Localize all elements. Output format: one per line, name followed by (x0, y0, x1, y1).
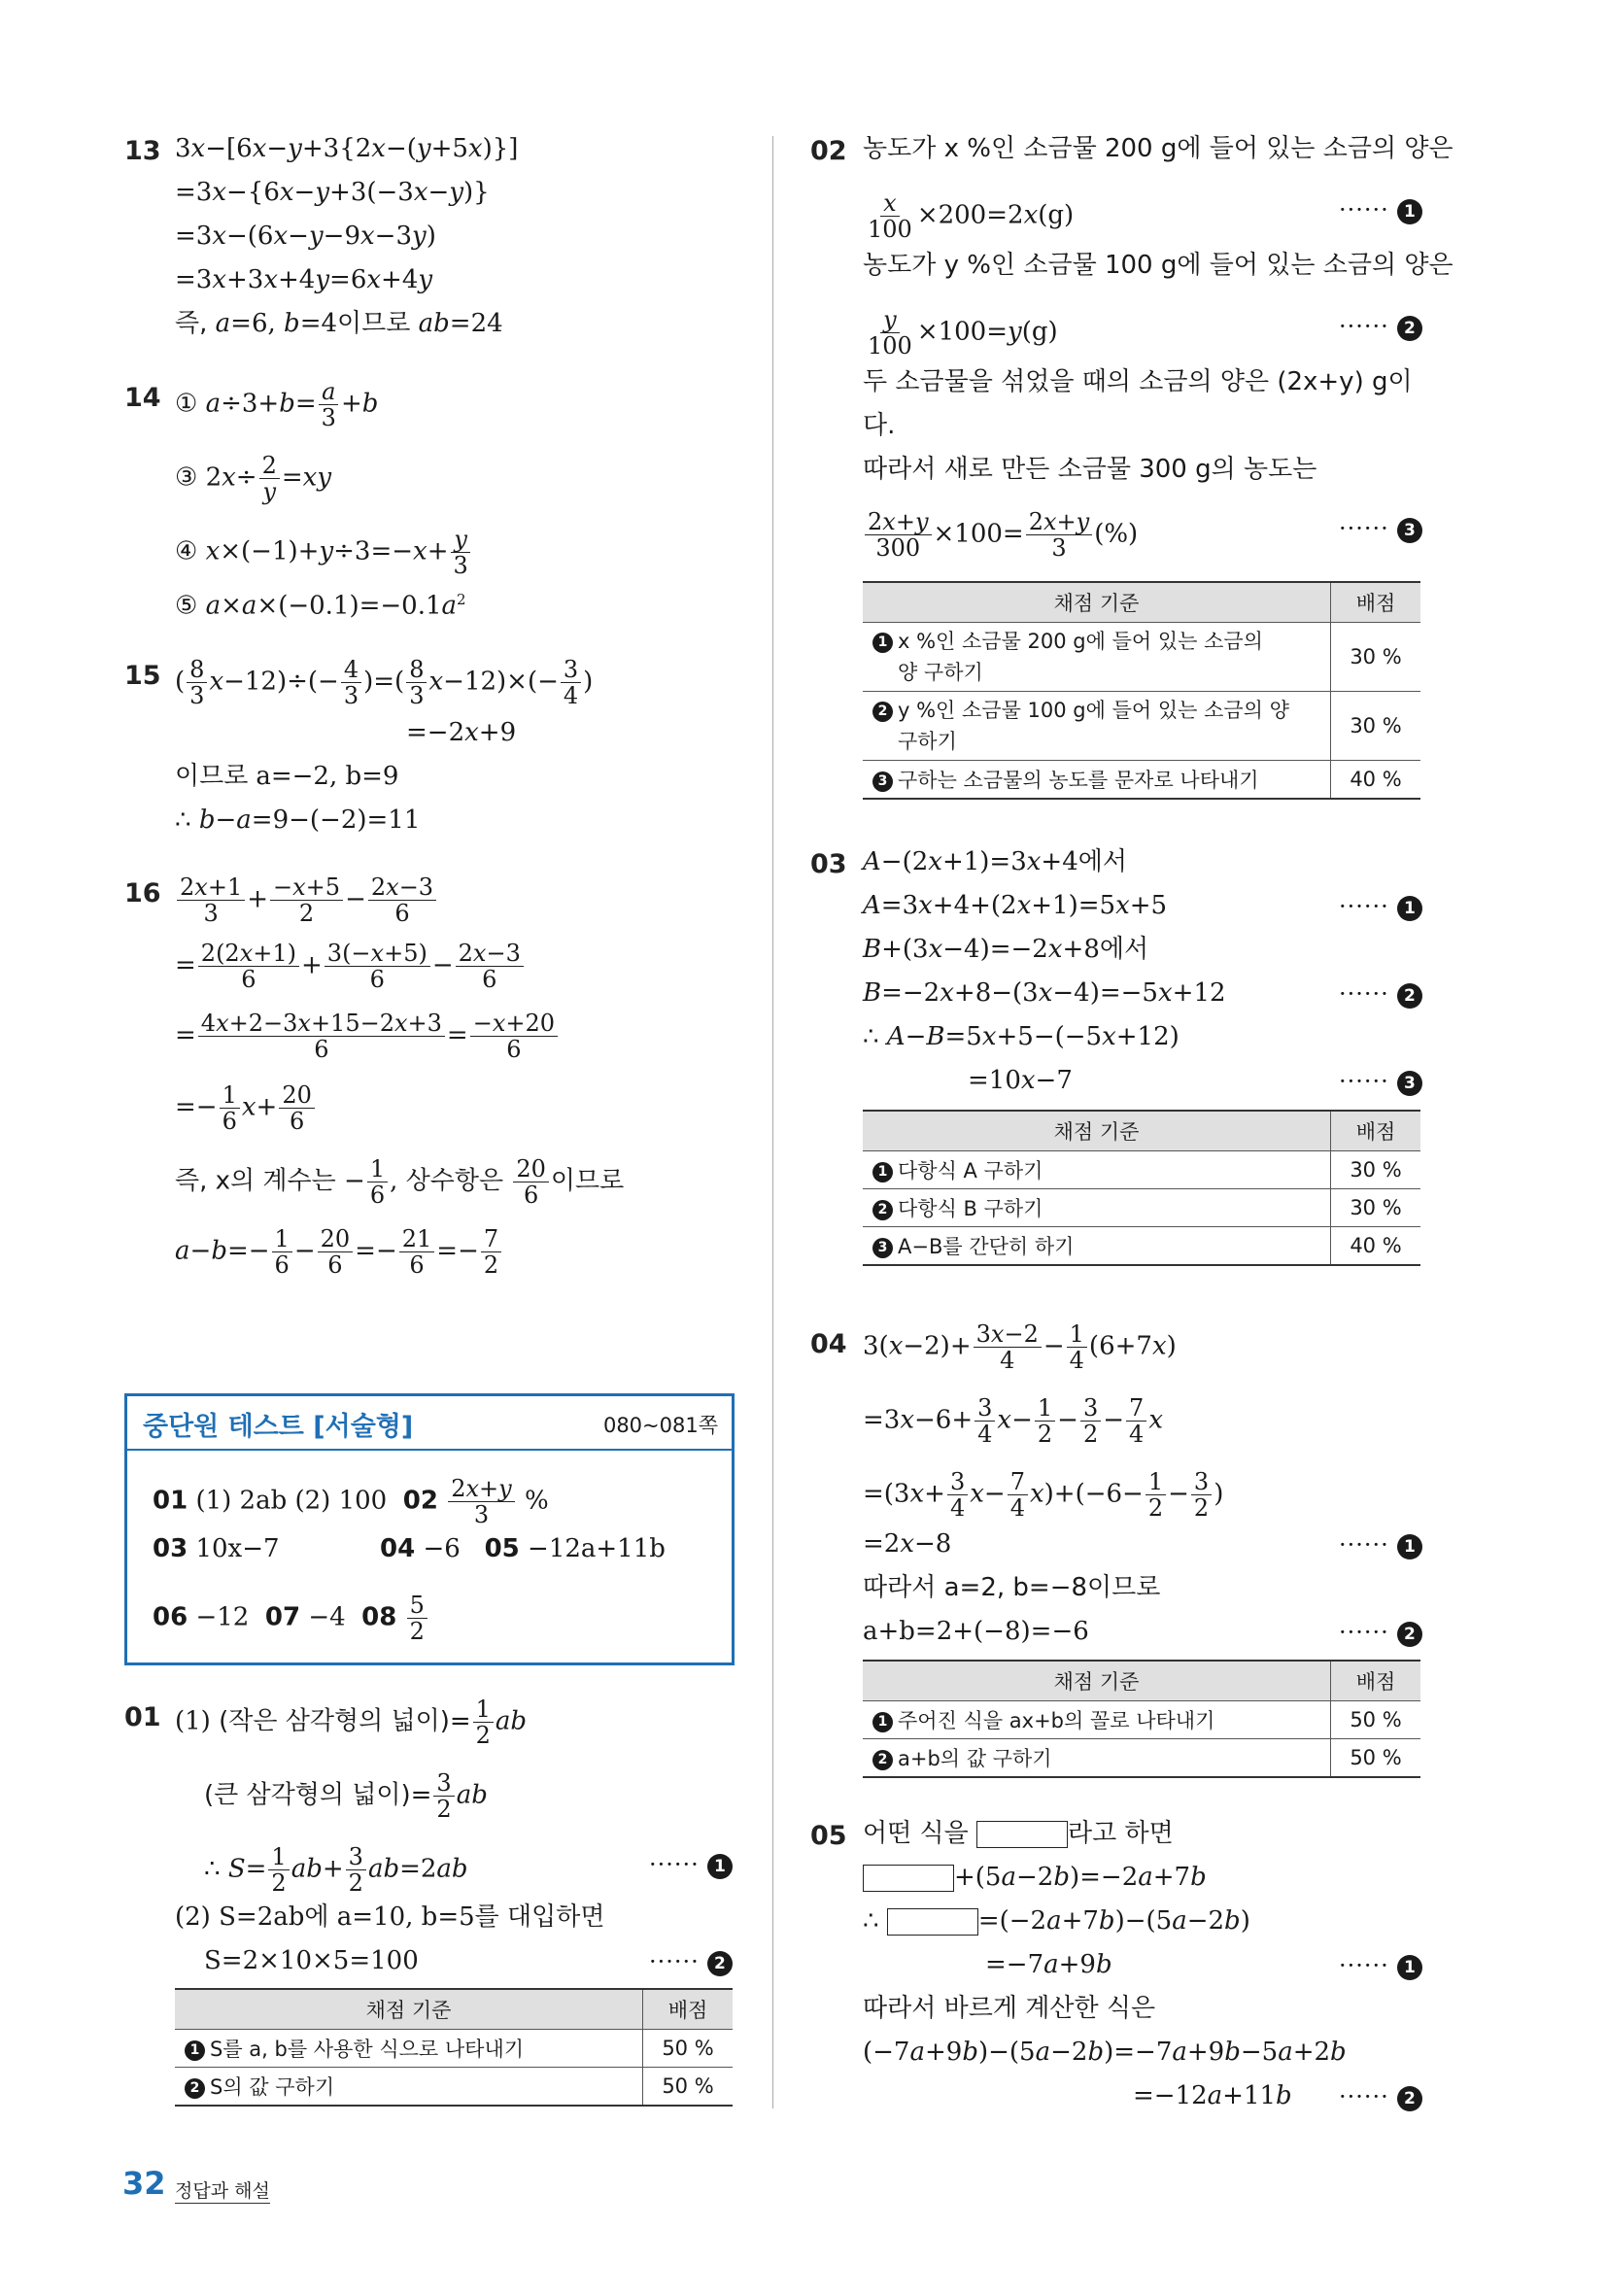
p14-marker4: ④ (175, 536, 198, 566)
p03-line6: =10x−7 (968, 1066, 1073, 1095)
criteria-text: 다항식 A 구하기 (898, 1159, 1043, 1182)
problem-13-number: 13 (124, 136, 161, 166)
p16-note-b: 상수항은 (405, 1166, 504, 1196)
p16-line2: = $\frac{2(2x+1)}{6}$ + $\frac{3(-x+5)}{6}$ − $\frac{2x-3}{6}$ (175, 941, 526, 992)
p02-step2: ······ 2 (1339, 313, 1422, 341)
criteria-text: S의 값 구하기 (210, 2075, 335, 2099)
step-2-icon: 2 (707, 1951, 733, 1976)
step-1-icon: 1 (1397, 1534, 1422, 1559)
p13-line3: =3x−(6x−y−9x−3y) (175, 222, 436, 251)
answer-03-label: 03 (153, 1534, 188, 1563)
p15-line2: =−2x+9 (406, 718, 517, 747)
table-row (863, 1189, 1420, 1227)
step-2-icon: 2 (872, 1750, 893, 1770)
criteria-header: 채점 기준 (863, 1661, 1331, 1701)
points-header: 배점 (1331, 582, 1421, 623)
test-summary-box (124, 1393, 735, 1665)
step-1-icon: 1 (185, 2040, 205, 2061)
p04-line2: =3x−6+ $\frac{3}{4}$ x− $\frac{1}{2}$ − $\frac{3}{2}$ − $\frac{7}{4}$ x (863, 1394, 1163, 1448)
p03-step1: ······ 1 (1339, 893, 1422, 921)
p05-line5: 따라서 바르게 계산한 식은 (863, 1994, 1156, 2023)
answer-01-label: 01 (153, 1486, 188, 1516)
p14-option4: ④ x×(−1)+y÷3=−x+ $\frac{y}{3}$ (175, 527, 473, 578)
table-row (175, 2068, 733, 2107)
p02-calc2: $\frac{y}{100}$ ×100=y(g) (868, 306, 1058, 360)
table-row (863, 1151, 1420, 1189)
problem-03-number: 03 (810, 849, 847, 879)
points-header: 배점 (1331, 1661, 1421, 1701)
p01-line5: S=2×10×5=100 (204, 1946, 419, 1975)
p03-line1: A−(2x+1)=3x+4에서 (863, 847, 1127, 876)
answer-04-value: −6 (423, 1534, 461, 1563)
step-1-icon: 1 (872, 633, 893, 653)
points-value: 30 % (1331, 1151, 1421, 1189)
criteria-text: 구하는 소금물의 농도를 문자로 나타내기 (898, 769, 1259, 792)
criteria-text-cont: 양 구하기 (898, 661, 983, 684)
p01-step1: ······ 1 (649, 1851, 733, 1879)
p01-line2: (큰 삼각형의 넓이)= $\frac{3}{2}$ ab (204, 1769, 488, 1823)
p04-line4: =2x−8 (863, 1529, 952, 1559)
answer-08-label: 08 (361, 1602, 397, 1632)
scoring-table-02 (863, 581, 1420, 800)
p03-line5: ∴ A−B=5x+5−(−5x+12) (863, 1022, 1180, 1051)
blank-box (863, 1865, 954, 1892)
test-box-row2 (153, 1532, 280, 1565)
test-box-row1: 01 (1) 2ab (2) 100 02 $\frac{2x+y}{3}$ % (153, 1475, 549, 1528)
table-row (863, 1227, 1420, 1266)
p16-note-c: 이므로 (550, 1166, 625, 1196)
criteria-header: 채점 기준 (175, 1989, 643, 2030)
criteria-header: 채점 기준 (863, 1111, 1331, 1151)
step-2-icon: 2 (185, 2078, 205, 2099)
page-number: 32 (122, 2165, 166, 2202)
p14-option3: ③ 2x÷ $\frac{2}{y}$ =xy (175, 452, 332, 505)
answer-05-label: 05 (484, 1534, 520, 1563)
p14-marker1: ① (175, 389, 198, 419)
p15-text2: a=−2, b=9 (256, 762, 399, 791)
p03-line3: B+(3x−4)=−2x+8에서 (863, 935, 1149, 964)
p01-part1: (1) (175, 1706, 211, 1736)
p05-line6: (−7a+9b)−(5a−2b)=−7a+9b−5a+2b (863, 2038, 1347, 2067)
test-box-pages: 080~081쪽 (602, 1414, 718, 1437)
p03-line4: B=−2x+8−(3x−4)=−5x+12 (863, 978, 1226, 1008)
p05-line4: =−7a+9b (985, 1950, 1112, 1979)
test-box-row3: 06 −12 07 −4 08 $\frac{5}{2}$ (153, 1593, 429, 1644)
p16-line6: a−b=− $\frac{1}{6}$ − $\frac{20}{6}$ =− $\frac{21}{6}$ =− $\frac{7}{2}$ (175, 1226, 503, 1278)
step-3-icon: 3 (872, 1238, 893, 1258)
p01-line3: ∴ S= $\frac{1}{2}$ ab+ $\frac{3}{2}$ ab=2ab (204, 1843, 468, 1897)
test-box-title: 중단원 테스트 [서술형] (143, 1412, 414, 1442)
problem-01-number: 01 (124, 1702, 161, 1732)
criteria-text: 주어진 식을 ax+b의 꼴로 나타내기 (898, 1709, 1215, 1732)
answer-07-label: 07 (264, 1602, 301, 1632)
points-value: 50 % (643, 2030, 734, 2068)
p02-step3: ······ 3 (1339, 515, 1422, 543)
table-row (863, 623, 1420, 692)
criteria-text: A−B를 간단히 하기 (898, 1235, 1075, 1258)
p14-option5: ⑤ $a\times a\times(-0.1)=-0.1a^2$ (175, 591, 466, 621)
p14-marker5: ⑤ (175, 591, 198, 621)
scoring-table-04 (863, 1660, 1420, 1778)
p15-line1: ( $\frac{8}{3}$ x−12)÷(− $\frac{4}{3}$ )=( $\frac{8}{3}$ x−12)×(− $\frac{3}{4}$ ) (175, 656, 594, 709)
step-2-icon: 2 (872, 702, 893, 722)
step-1-icon: 1 (1397, 1955, 1422, 1980)
p04-step1: ······ 1 (1339, 1531, 1422, 1559)
answer-02-label: 02 (402, 1486, 438, 1516)
step-2-icon: 2 (1397, 2086, 1422, 2111)
p02-line4: 다. (863, 411, 896, 440)
answer-03-value: 10x−7 (195, 1534, 280, 1563)
p03-line2: A=3x+4+(2x+1)=5x+5 (863, 891, 1168, 920)
p14-marker3: ③ (175, 463, 198, 493)
points-value: 30 % (1331, 1189, 1421, 1227)
criteria-text: y %인 소금물 100 g에 들어 있는 소금의 양 (898, 699, 1289, 722)
scoring-table-03 (863, 1110, 1420, 1266)
problem-16-number: 16 (124, 878, 161, 908)
answer-05-value: −12a+11b (528, 1534, 666, 1563)
table-row (863, 692, 1420, 761)
p04-line6: a+b=2+(−8)=−6 (863, 1617, 1089, 1646)
p16-line4: =− $\frac{1}{6}$ x+ $\frac{20}{6}$ (175, 1082, 317, 1134)
answer-06-label: 06 (153, 1602, 188, 1632)
p03-step2: ······ 2 (1339, 980, 1422, 1009)
problem-14-number: 14 (124, 383, 161, 413)
table-row (863, 1739, 1420, 1778)
answer-04-label: 04 (380, 1534, 416, 1563)
step-3-icon: 3 (1397, 518, 1422, 543)
criteria-text: S를 a, b를 사용한 식으로 나타내기 (210, 2038, 525, 2061)
problem-05-number: 05 (810, 1821, 847, 1851)
points-value: 30 % (1331, 692, 1421, 761)
p01-subst: S=2ab에 a=10, b=5를 대입하면 (219, 1902, 605, 1932)
problem-02-number: 02 (810, 136, 847, 166)
points-value: 40 % (1331, 761, 1421, 800)
step-1-icon: 1 (1397, 199, 1422, 224)
p15-text1: 이므로 (175, 762, 249, 791)
table-row (863, 761, 1420, 800)
p02-calc1: $\frac{x}{100}$ ×200=2x(g) (868, 189, 1075, 243)
step-1-icon: 1 (707, 1854, 733, 1879)
p01-large-area: (큰 삼각형의 넓이)= (204, 1780, 432, 1810)
points-value: 30 % (1331, 623, 1421, 692)
p04-step2: ······ 2 (1339, 1619, 1422, 1647)
step-2-icon: 2 (1397, 316, 1422, 341)
p02-line3: 두 소금물을 섞었을 때의 소금의 양은 (2x+y) g이 (863, 367, 1413, 396)
p15-line3 (175, 760, 398, 793)
step-1-icon: 1 (1397, 896, 1422, 921)
p02-calc3: $\frac{2x+y}{300}$ ×100= $\frac{2x+y}{3}$ (%) (863, 509, 1138, 561)
footer-label: 정답과 해설 (175, 2176, 270, 2204)
criteria-text-cont: 구하기 (898, 730, 957, 753)
p13-line1: 3x−[6x−y+3{2x−(y+5x)}] (175, 134, 519, 163)
p05-step1: ······ 1 (1339, 1952, 1422, 1980)
step-1-icon: 1 (872, 1162, 893, 1182)
p13-line4: =3x+3x+4y=6x+4y (175, 265, 433, 294)
step-3-icon: 3 (1397, 1071, 1422, 1096)
problem-04-number: 04 (810, 1329, 847, 1359)
p16-line3: = $\frac{4x+2-3x+15-2x+3}{6}$ = $\frac{-x+20}{6}$ (175, 1011, 560, 1062)
p05-line3: ∴ =(−2a+7b)−(5a−2b) (863, 1906, 1250, 1936)
step-2-icon: 2 (872, 1200, 893, 1220)
p15-line4: ∴ b−a=9−(−2)=11 (175, 805, 421, 835)
blank-box (887, 1908, 978, 1936)
criteria-header: 채점 기준 (863, 582, 1331, 623)
p05-line1 (863, 1817, 1174, 1850)
table-row (175, 2030, 733, 2068)
p05-text-b: 라고 하면 (1068, 1819, 1174, 1848)
criteria-text: 다항식 B 구하기 (898, 1197, 1043, 1220)
points-value: 40 % (1331, 1227, 1421, 1266)
scoring-table-01 (175, 1988, 733, 2107)
p05-text-a: 어떤 식을 (863, 1819, 969, 1848)
p03-step3: ······ 3 (1339, 1068, 1422, 1096)
p01-small-area: (작은 삼각형의 넓이)= (219, 1706, 471, 1736)
points-header: 배점 (643, 1989, 734, 2030)
p01-line1: (1) (작은 삼각형의 넓이)= $\frac{1}{2}$ ab (175, 1696, 528, 1749)
step-2-icon: 2 (1397, 1622, 1422, 1647)
p01-line4 (175, 1901, 605, 1934)
problem-15-number: 15 (124, 661, 161, 691)
p04-line3: =(3x+ $\frac{3}{4}$ x− $\frac{7}{4}$ x)+(−6− $\frac{1}{2}$ − $\frac{3}{2}$ ) (863, 1468, 1224, 1522)
p02-line5: 따라서 새로 만든 소금물 300 g의 농도는 (863, 455, 1317, 484)
answer-06-value: −12 (195, 1602, 250, 1632)
points-value: 50 % (1331, 1701, 1421, 1739)
p05-line2: +(5a−2b)=−2a+7b (863, 1861, 1207, 1894)
p05-step2: ······ 2 (1339, 2083, 1422, 2111)
p02-step1: ······ 1 (1339, 196, 1422, 224)
p02-line1: 농도가 x %인 소금물 200 g에 들어 있는 소금의 양은 (863, 134, 1453, 163)
table-row (863, 1701, 1420, 1739)
p13-line5: 즉, a=6, b=4이므로 ab=24 (175, 309, 503, 338)
p16-note-a: 즉, x의 계수는 (175, 1166, 336, 1196)
points-value: 50 % (643, 2068, 734, 2107)
answer-07-value: −4 (308, 1602, 346, 1632)
column-divider (772, 136, 773, 2108)
criteria-text: a+b의 값 구하기 (898, 1747, 1052, 1770)
step-3-icon: 3 (872, 771, 893, 792)
answer-01-value: (1) 2ab (2) 100 (195, 1486, 388, 1516)
p16-line5: 즉, x의 계수는 − $\frac{1}{6}$ , 상수항은 $\frac{20}{6}$ 이므로 (175, 1155, 625, 1209)
test-box-row2b (380, 1532, 666, 1565)
points-value: 50 % (1331, 1739, 1421, 1778)
p01-part2: (2) (175, 1902, 211, 1932)
p02-line2: 농도가 y %인 소금물 100 g에 들어 있는 소금의 양은 (863, 251, 1453, 280)
p04-line5: 따라서 a=2, b=−8이므로 (863, 1573, 1161, 1602)
step-1-icon: 1 (872, 1712, 893, 1732)
test-box-header (127, 1396, 732, 1451)
step-2-icon: 2 (1397, 983, 1422, 1009)
blank-box (976, 1821, 1068, 1848)
criteria-text: x %인 소금물 200 g에 들어 있는 소금의 (898, 630, 1263, 653)
p01-step2: ······ 2 (649, 1948, 733, 1976)
p05-line7: =−12a+11b (1133, 2081, 1292, 2110)
p16-line1: $\frac{2x+1}{3}$ + $\frac{-x+5}{2}$ − $\frac{2x-3}{6}$ (175, 874, 438, 926)
p04-line1: 3(x−2)+ $\frac{3x-2}{4}$ − $\frac{1}{4}$ (6+7x) (863, 1320, 1177, 1374)
p14-option1: ① a÷3+b= $\frac{a}{3}$ +b (175, 378, 379, 431)
points-header: 배점 (1331, 1111, 1421, 1151)
p13-line2: =3x−{6x−y+3(−3x−y)} (175, 178, 490, 207)
